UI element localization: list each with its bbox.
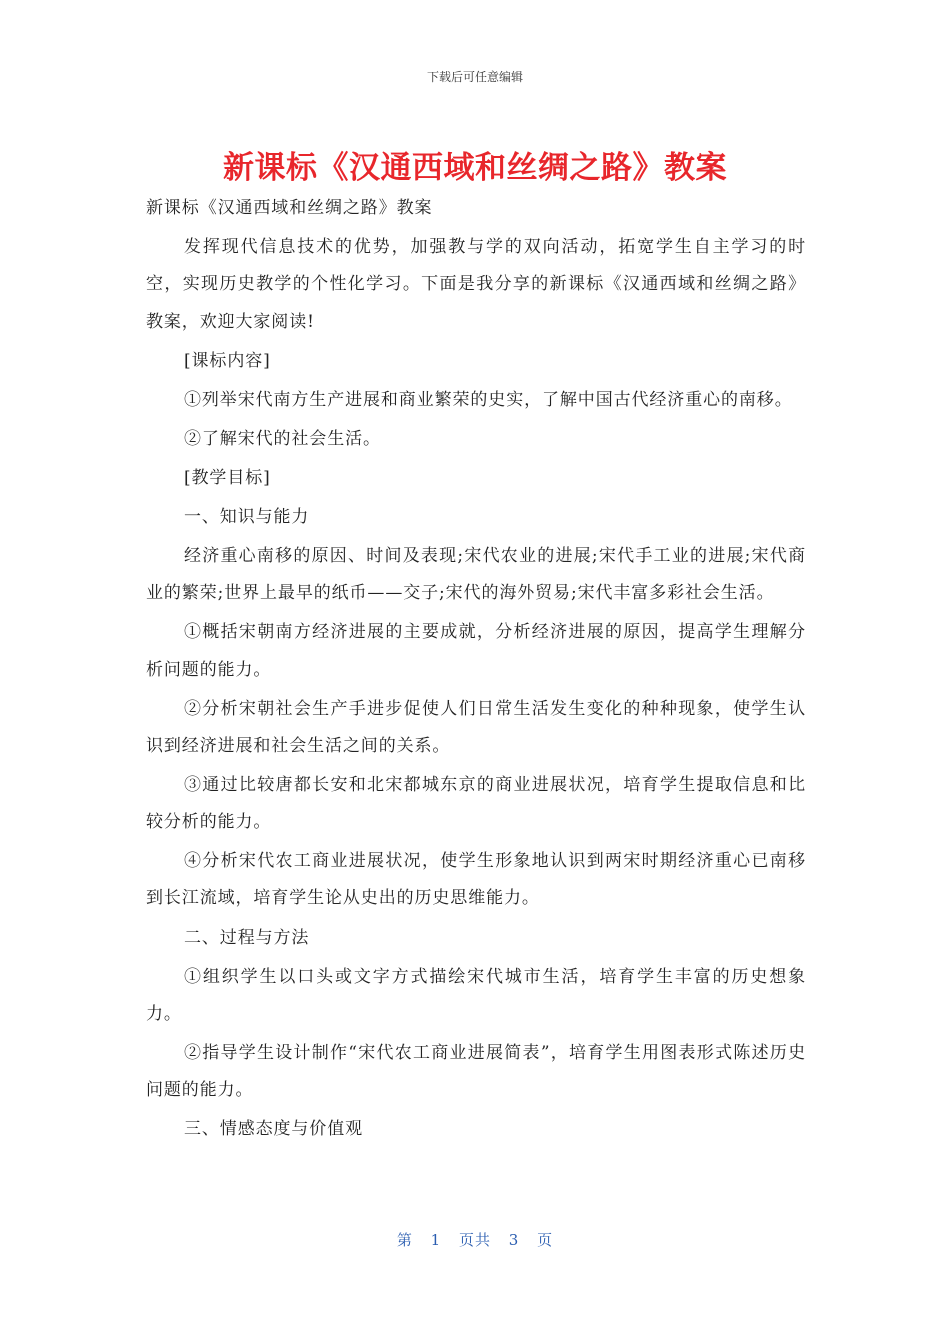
subsection-heading: 三、情感态度与价值观 <box>184 1119 363 1140</box>
document-title: 新课标《汉通西域和丝绸之路》教案 <box>223 150 727 186</box>
footer-total-pages: 3 <box>508 1231 520 1249</box>
list-item: ②分析宋朝社会生产手进步促使人们日常生活发生变化的种种现象，使学生认识到经济进展和社会生活之间的关系。 <box>146 698 806 756</box>
paragraph: 经济重心南移的原因、时间及表现;宋代农业的进展;宋代手工业的进展;宋代商业的繁荣;世界上最早的纸币——交子;宋代的海外贸易;宋代丰富多彩社会生活。 <box>146 546 806 604</box>
footer-current-page: 1 <box>430 1231 442 1249</box>
list-item: ③通过比较唐都长安和北宋都城东京的商业进展状况，培育学生提取信息和比较分析的能力。 <box>146 774 806 833</box>
list-item: ①组织学生以口头或文字方式描绘宋代城市生活，培育学生丰富的历史想象力。 <box>146 966 806 1024</box>
footer-prefix: 第 <box>396 1231 413 1249</box>
list-item: ①概括宋朝南方经济进展的主要成就，分析经济进展的原因，提高学生理解分析问题的能力。 <box>146 622 806 680</box>
page-footer <box>0 1229 950 1250</box>
list-item: ④分析宋代农工商业进展状况，使学生形象地认识到两宋时期经济重心已南移到长江流域，培育学生论从史出的历史思维能力。 <box>146 851 806 909</box>
section-heading-curriculum: [课标内容] <box>184 350 271 371</box>
list-item: ②了解宋代的社会生活。 <box>184 428 381 449</box>
paragraph-intro: 发挥现代信息技术的优势，加强教与学的双向活动，拓宽学生自主学习的时空，实现历史教学的个性化学习。下面是我分享的新课标《汉通西域和丝绸之路》教案，欢迎大家阅读! <box>146 237 806 332</box>
section-heading-objectives: [教学目标] <box>184 467 271 488</box>
list-item: ①列举宋代南方生产进展和商业繁荣的史实，了解中国古代经济重心的南移。 <box>184 389 793 410</box>
footer-mid: 页共 <box>458 1231 491 1249</box>
subsection-heading: 二、过程与方法 <box>184 927 310 948</box>
list-item: ②指导学生设计制作“宋代农工商业进展简表”，培育学生用图表形式陈述历史问题的能力。 <box>146 1042 806 1101</box>
paragraph-subtitle: 新课标《汉通西域和丝绸之路》教案 <box>146 198 433 218</box>
document-body <box>146 190 806 1150</box>
subsection-heading: 一、知识与能力 <box>184 506 310 527</box>
footer-suffix: 页 <box>537 1231 554 1249</box>
header-note: 下载后可任意编辑 <box>426 70 523 84</box>
